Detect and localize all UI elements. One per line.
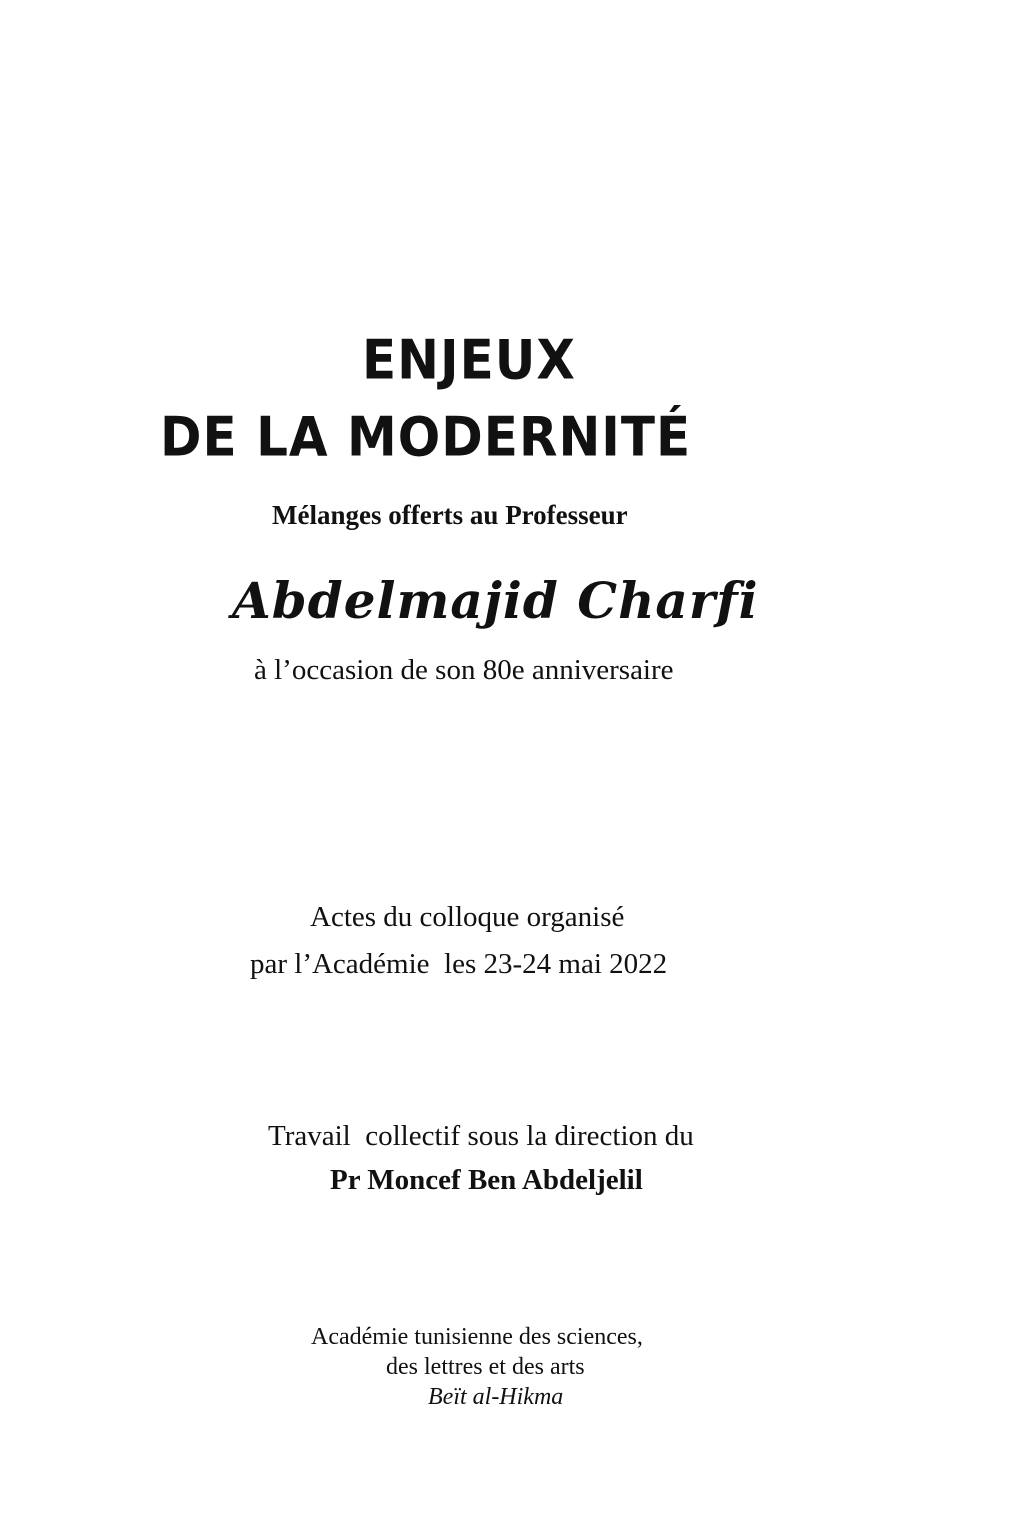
proceedings-line-2: par l’Académie les 23-24 mai 2022 — [250, 948, 668, 980]
proceedings-line-1: Actes du colloque organisé — [310, 901, 625, 933]
publisher-line-1: Académie tunisienne des sciences, — [311, 1324, 643, 1350]
honoree-name: Abdelmajid Charfi — [232, 571, 759, 630]
editor-name: Pr Moncef Ben Abdeljelil — [330, 1164, 643, 1196]
publisher-line-3: Beït al-Hikma — [428, 1384, 564, 1410]
publisher-line-2: des lettres et des arts — [386, 1354, 585, 1380]
title-line-2: DE LA MODERNITÉ — [160, 405, 692, 469]
direction-line: Travail collectif sous la direction du — [268, 1120, 694, 1152]
title-line-1: ENJEUX — [362, 328, 576, 392]
dedication-intro: Mélanges offerts au Professeur — [272, 500, 628, 530]
occasion-line: à l’occasion de son 80e anniversaire — [254, 654, 674, 686]
